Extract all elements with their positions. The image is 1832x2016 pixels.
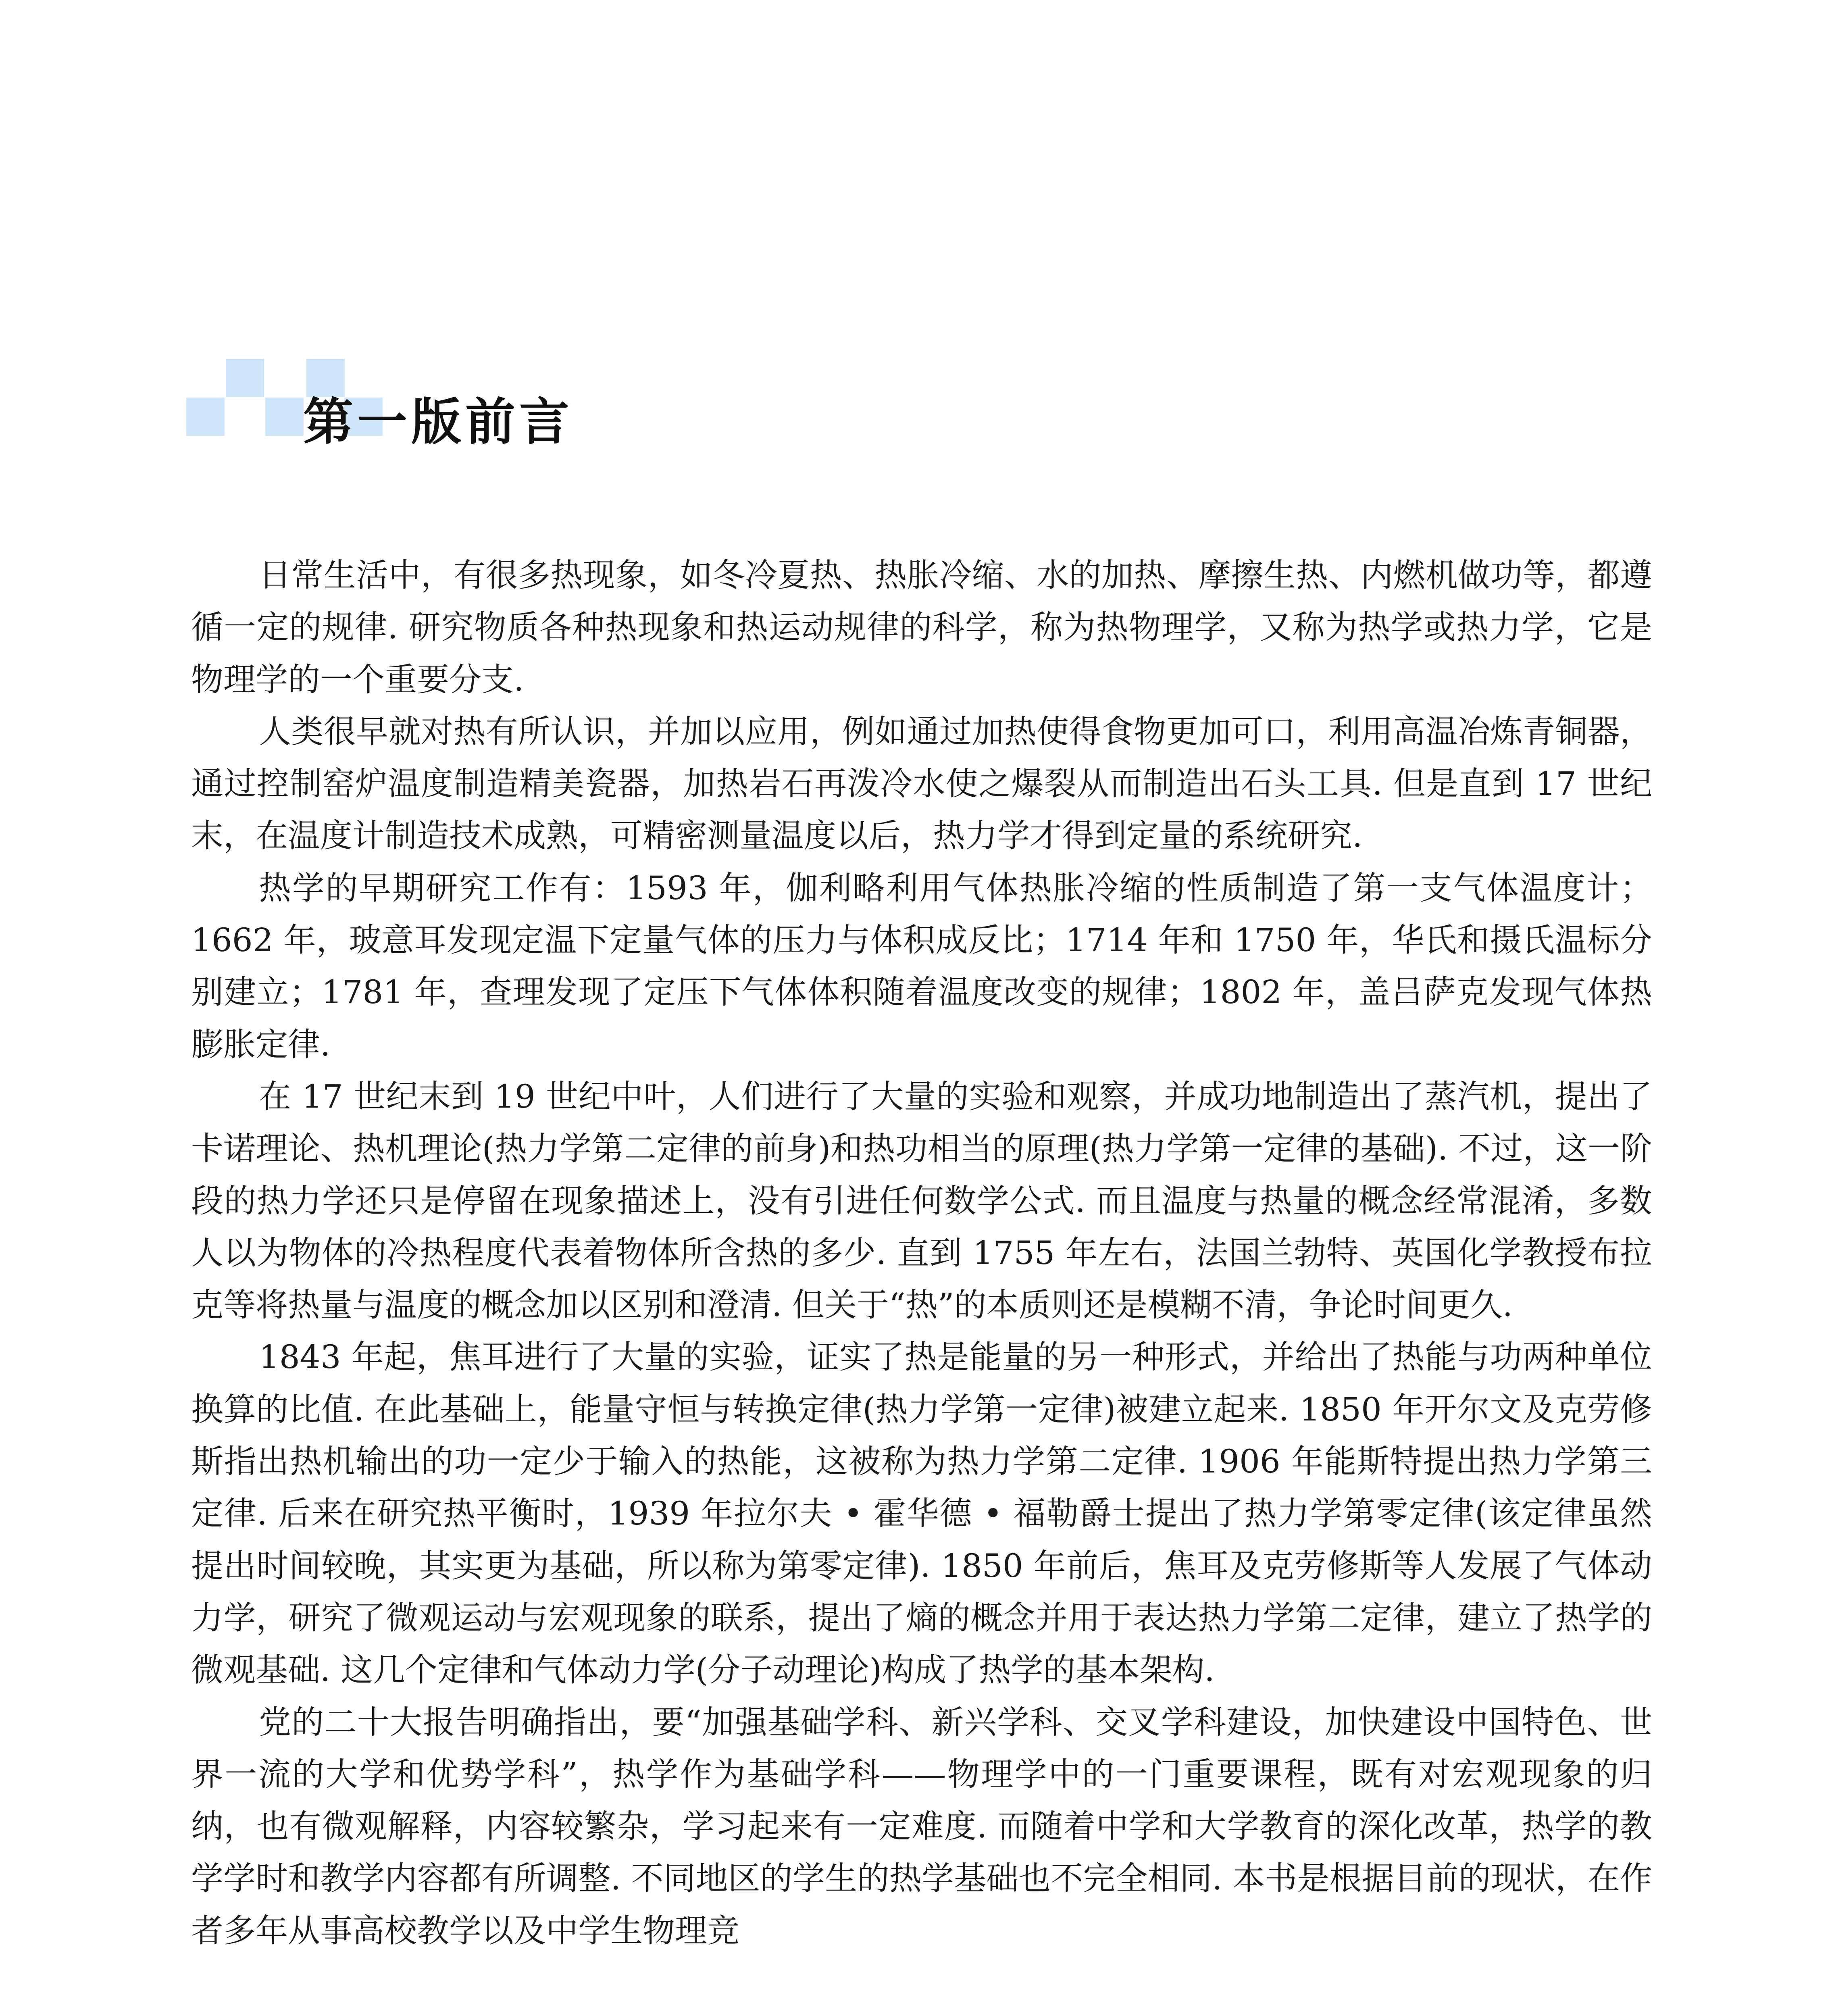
paragraph: 人类很早就对热有所认识，并加以应用，例如通过加热使得食物更加可口，利用高温冶炼青铜器，通过控制窑炉温度制造精美瓷器，加热岩石再泼冷水使之爆裂从而制造出石头工具. 但是直到 17 世纪末，在温度计制造技术成熟，可精密测量温度以后，热力学才得到定量的系统研究. <box>191 712 1652 855</box>
paragraph: 日常生活中，有很多热现象，如冬冷夏热、热胀冷缩、水的加热、摩擦生热、内燃机做功等，都遵循一定的规律. 研究物质各种热现象和热运动规律的科学，称为热物理学，又称为热学或热力学，它是物理学的一个重要分支. <box>191 556 1652 698</box>
paragraph: 党的二十大报告明确指出，要“加强基础学科、新兴学科、交叉学科建设，加快建设中国特色、世界一流的大学和优势学科”，热学作为基础学科——物理学中的一门重要课程，既有对宏观现象的归纳，也有微观解释，内容较繁杂，学习起来有一定难度. 而随着中学和大学教育的深化改革，热学的教学学时和教学内容都有所调整. 不同地区的学生的热学基础也不完全相同. 本书是根据目前的现状，在作者多年从事高校教学以及中学生物理竞 <box>191 1703 1652 1949</box>
paragraph: 在 17 世纪末到 19 世纪中叶，人们进行了大量的实验和观察，并成功地制造出了蒸汽机，提出了卡诺理论、热机理论(热力学第二定律的前身)和热功相当的原理(热力学第一定律的基础). 不过，这一阶段的热力学还只是停留在现象描述上，没有引进任何数学公式. 而且温度与热量的概念经常混淆，多数人以为物体的冷热程度代表着物体所含热的多少. 直到 1755 年左右，法国兰勃特、英国化学教授布拉克等将热量与温度的概念加以区别和澄清. 但关于“热”的本质则还是模糊不清，争论时间更久. <box>191 1077 1652 1324</box>
decoration-square <box>306 359 345 397</box>
page-title: 第一版前言 <box>303 393 574 451</box>
decoration-square <box>186 398 225 436</box>
paragraph: 1843 年起，焦耳进行了大量的实验，证实了热是能量的另一种形式，并给出了热能与功两种单位换算的比值. 在此基础上，能量守恒与转换定律(热力学第一定律)被建立起来. 1850 年开尔文及克劳修斯指出热机输出的功一定少于输入的热能，这被称为热力学第二定律. 1906 年能斯特提出热力学第三定律. 后来在研究热平衡时，1939 年拉尔夫 • 霍华德 • 福勒爵士提出了热力学第零定律(该定律虽然提出时间较晚，其实更为基础，所以称为第零定律). 1850 年前后，焦耳及克劳修斯等人发展了气体动力学，研究了微观运动与宏观现象的联系，提出了熵的概念并用于表达热力学第二定律，建立了热学的微观基础. 这几个定律和气体动力学(分子动理论)构成了热学的基本架构. <box>191 1338 1652 1689</box>
decoration-square <box>265 398 304 436</box>
decoration-square <box>226 359 264 397</box>
paragraph: 热学的早期研究工作有：1593 年，伽利略利用气体热胀冷缩的性质制造了第一支气体温度计；1662 年，玻意耳发现定温下定量气体的压力与体积成反比；1714 年和 1750 年，华氏和摄氏温标分别建立；1781 年，查理发现了定压下气体体积随着温度改变的规律；1802 年，盖吕萨克发现气体热膨胀定律. <box>191 869 1652 1063</box>
preface-body <box>191 549 1652 1957</box>
